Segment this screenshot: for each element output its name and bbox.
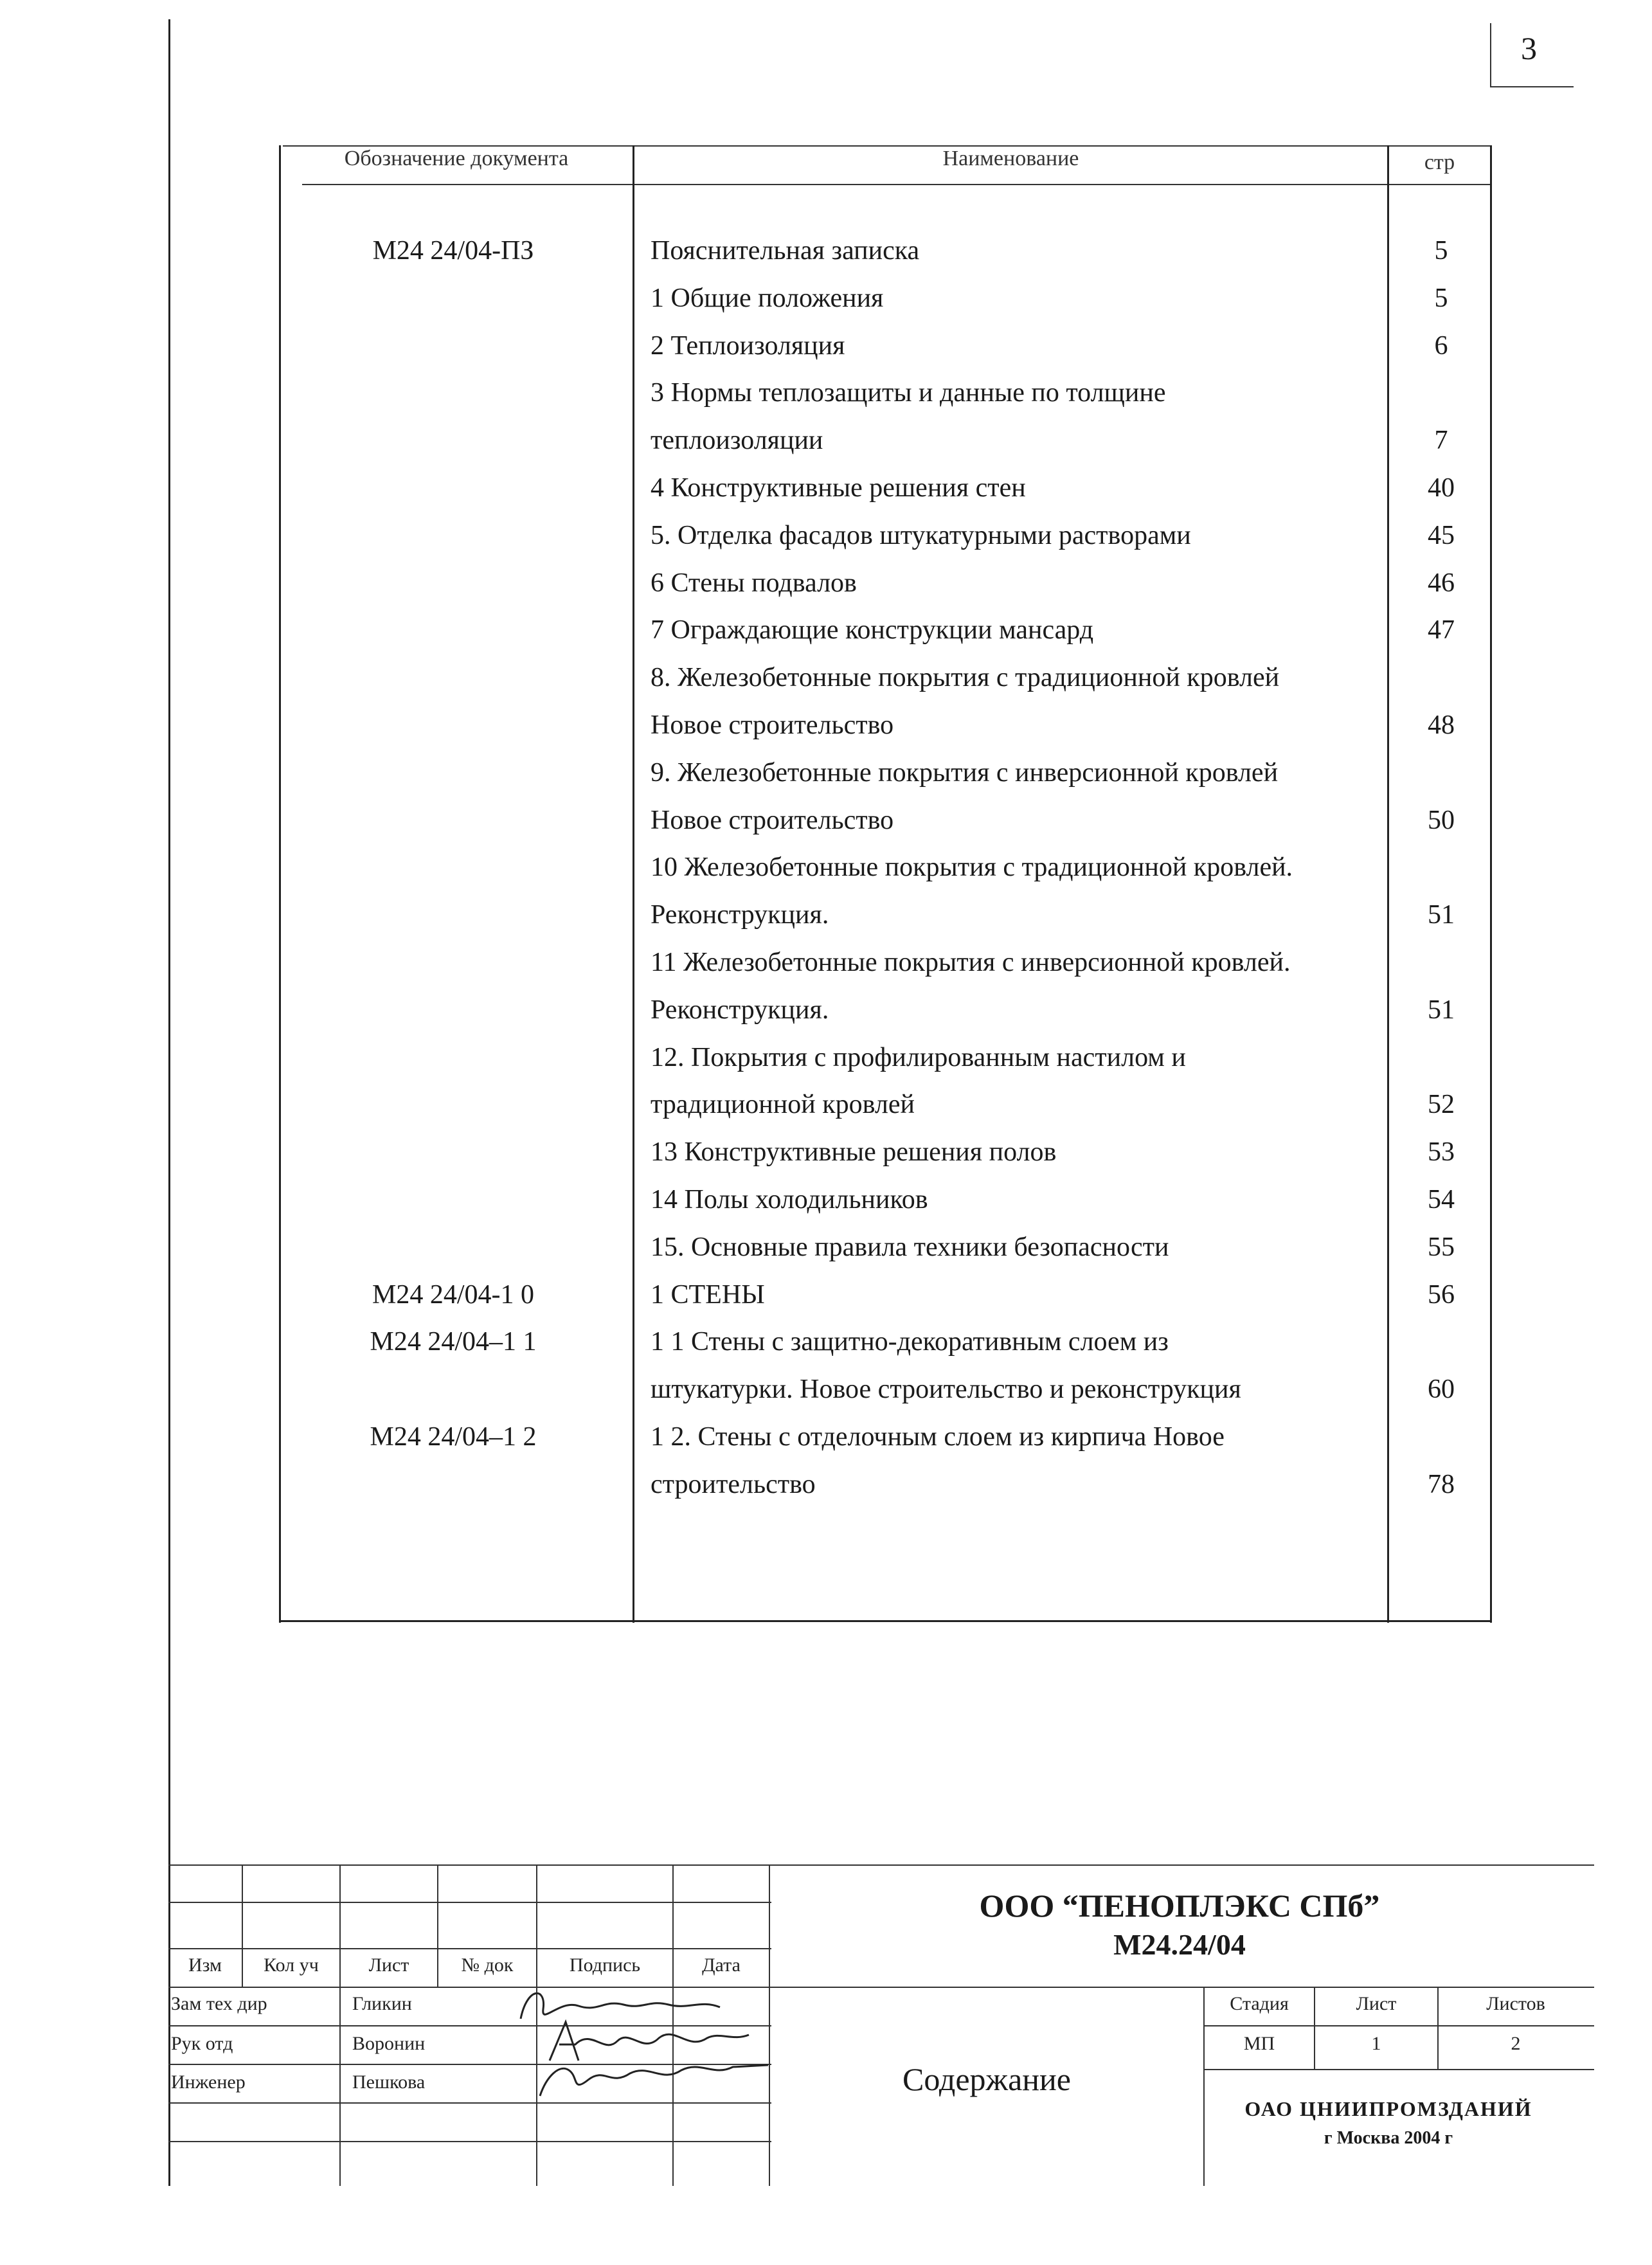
- role-3: Инженер: [171, 2071, 246, 2093]
- row-name: 9. Железобетонные покрытия с инверсионной кровлей: [651, 758, 1279, 788]
- role-1: Зам тех дир: [171, 1993, 267, 2014]
- row-page: 50: [1428, 806, 1455, 835]
- row-page: 55: [1428, 1232, 1455, 1262]
- sheets-value: 2: [1511, 2033, 1521, 2054]
- stamp-col-2: [339, 1864, 341, 2186]
- row-page: 60: [1428, 1375, 1455, 1404]
- header-page: стр: [1424, 150, 1455, 174]
- row-name: Реконструкция.: [651, 995, 829, 1025]
- row-name: 12. Покрытия с профилированным настилом и: [651, 1043, 1186, 1072]
- row-page: 40: [1428, 473, 1455, 503]
- row-designation: М24 24/04–1 1: [370, 1327, 537, 1357]
- row-name: 14 Полы холодильников: [651, 1185, 928, 1214]
- row-designation: М24 24/04-ПЗ: [372, 236, 534, 266]
- row-name: 1 2. Стены с отделочным слоем из кирпича Новое: [651, 1422, 1225, 1452]
- row-page: 53: [1428, 1137, 1455, 1167]
- row-page: 6: [1434, 331, 1448, 361]
- sheets-header: Листов: [1486, 1993, 1545, 2014]
- document-number: М24.24/04: [1113, 1928, 1246, 1961]
- table-divider-page: [1387, 145, 1389, 1623]
- row-name: 5. Отделка фасадов штукатурными растворами: [651, 521, 1191, 550]
- row-name: 13 Конструктивные решения полов: [651, 1137, 1057, 1167]
- row-page: 5: [1434, 284, 1448, 313]
- row-page: 46: [1428, 568, 1455, 598]
- stage-value: МП: [1243, 2033, 1275, 2054]
- city-year: г Москва 2004 г: [1324, 2128, 1453, 2148]
- row-designation: М24 24/04–1 2: [370, 1422, 537, 1452]
- row-page: 51: [1428, 995, 1455, 1025]
- stamp-rule-3: [168, 1987, 1594, 1988]
- sheet-header: Лист: [1356, 1993, 1397, 2014]
- page-frame-left: [168, 19, 170, 2186]
- stamp-stage-rule: [1203, 2025, 1594, 2026]
- row-name: 15. Основные правила техники безопасности: [651, 1232, 1169, 1262]
- stamp-rule-1: [168, 1902, 771, 1903]
- row-name: Пояснительная записка: [651, 236, 920, 266]
- row-name: Новое строительство: [651, 806, 894, 835]
- row-name: штукатурки. Новое строительство и реконструкция: [651, 1375, 1241, 1404]
- col-podpis: Подпись: [569, 1954, 641, 1976]
- row-page: 52: [1428, 1090, 1455, 1119]
- row-page: 48: [1428, 710, 1455, 740]
- page-number-box: [1490, 23, 1574, 87]
- col-kol-uch: Кол уч: [264, 1954, 319, 1976]
- stamp-stage-rule-2: [1203, 2069, 1594, 2070]
- row-name: Новое строительство: [651, 710, 894, 740]
- role-2-name: Воронин: [352, 2033, 426, 2054]
- row-name: 4 Конструктивные решения стен: [651, 473, 1026, 503]
- row-page: 7: [1434, 426, 1448, 455]
- row-name: 7 Ограждающие конструкции мансард: [651, 615, 1094, 645]
- col-n-dok: № док: [461, 1954, 514, 1976]
- row-name: 2 Теплоизоляция: [651, 331, 845, 361]
- stamp-col-7: [1203, 1987, 1205, 2186]
- row-page: 54: [1428, 1185, 1455, 1214]
- organization-name: ОАО ЦНИИПРОМЗДАНИЙ: [1244, 2097, 1532, 2120]
- role-1-name: Гликин: [352, 1993, 412, 2014]
- row-name: строительство: [651, 1470, 816, 1499]
- row-name: 11 Железобетонные покрытия с инверсионной кровлей.: [651, 948, 1291, 977]
- page-number: 3: [1521, 30, 1537, 66]
- row-name: теплоизоляции: [651, 426, 823, 455]
- stamp-col-6: [769, 1864, 770, 2186]
- table-header-rule: [302, 184, 1491, 185]
- stamp-rule-2: [168, 1948, 771, 1949]
- signature-3: [534, 2051, 778, 2102]
- sheet-value: 1: [1371, 2033, 1381, 2054]
- row-page: 5: [1434, 236, 1448, 266]
- company-name: ООО “ПЕНОПЛЭКС СПб”: [979, 1888, 1380, 1924]
- col-list: Лист: [368, 1954, 409, 1976]
- row-name: 10 Железобетонные покрытия с традиционной кровлей.: [651, 853, 1293, 882]
- role-2: Рук отд: [171, 2033, 233, 2054]
- stamp-top-rule: [168, 1864, 1594, 1866]
- row-page: 51: [1428, 900, 1455, 930]
- stamp-rule-7: [168, 2141, 771, 2142]
- col-data: Дата: [702, 1954, 741, 1976]
- row-designation: М24 24/04-1 0: [372, 1280, 534, 1310]
- row-name: 1 Общие положения: [651, 284, 884, 313]
- table-divider-name: [633, 145, 634, 1623]
- row-name: 1 1 Стены с защитно-декоративным слоем из: [651, 1327, 1169, 1357]
- row-name: 1 СТЕНЫ: [651, 1280, 765, 1310]
- row-name: Реконструкция.: [651, 900, 829, 930]
- role-3-name: Пешкова: [352, 2071, 426, 2093]
- row-page: 56: [1428, 1280, 1455, 1310]
- row-page: 45: [1428, 521, 1455, 550]
- table-left-border: [279, 145, 281, 1623]
- row-name: 3 Нормы теплозащиты и данные по толщине: [651, 378, 1166, 408]
- row-name: 6 Стены подвалов: [651, 568, 857, 598]
- row-page: 78: [1428, 1470, 1455, 1499]
- stamp-rule-6: [168, 2102, 771, 2104]
- header-name: Наименование: [942, 147, 1079, 170]
- table-bottom-border: [279, 1620, 1492, 1622]
- stage-header: Стадия: [1230, 1993, 1289, 2014]
- col-izm: Изм: [188, 1954, 222, 1976]
- document-title: Содержание: [902, 2061, 1071, 2097]
- header-designation: Обозначение документа: [344, 147, 569, 170]
- row-name: традиционной кровлей: [651, 1090, 915, 1119]
- row-name: 8. Железобетонные покрытия с традиционной кровлей: [651, 663, 1280, 692]
- row-page: 47: [1428, 615, 1455, 645]
